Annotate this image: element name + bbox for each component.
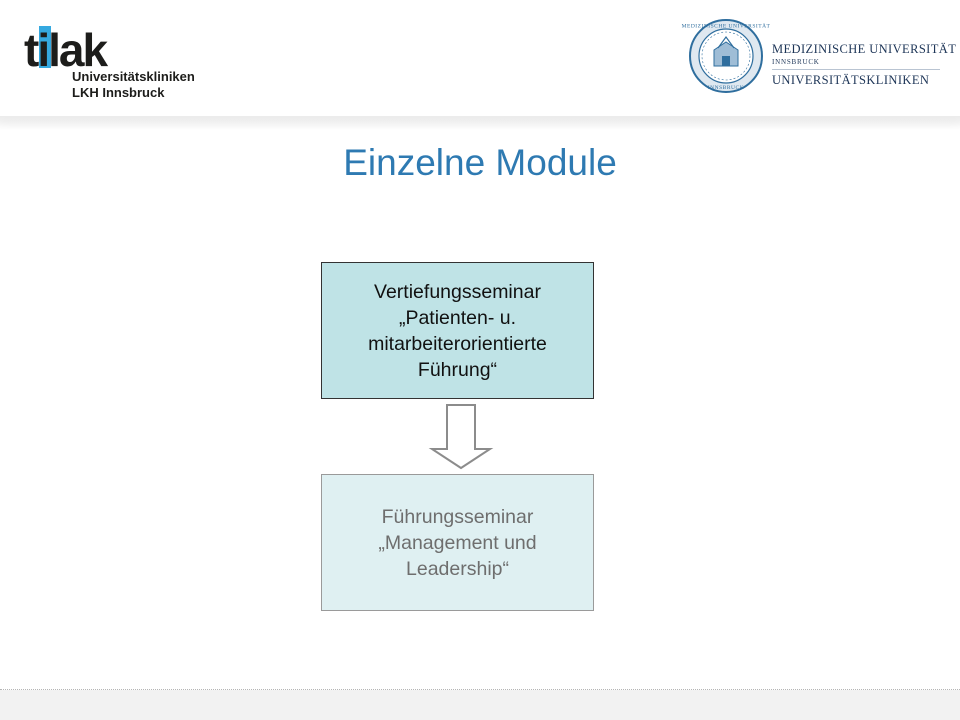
down-arrow-icon bbox=[428, 403, 494, 471]
slide-footer bbox=[0, 690, 960, 720]
mui-name-line-3: UNIVERSITÄTSKLINIKEN bbox=[772, 73, 930, 87]
tilak-subtitle-1: Universitätskliniken bbox=[72, 69, 195, 84]
module2-line: Leadership“ bbox=[406, 557, 509, 580]
header-shadow bbox=[0, 116, 960, 130]
module1-line: Führung“ bbox=[417, 358, 498, 381]
module2-line: Führungsseminar bbox=[381, 505, 534, 528]
module-box-vertiefungsseminar bbox=[321, 262, 594, 399]
module1-line: mitarbeiterorientierte bbox=[368, 332, 547, 355]
mui-divider bbox=[772, 69, 940, 70]
slide-title: Einzelne Module bbox=[343, 142, 617, 183]
tilak-logo bbox=[22, 24, 195, 104]
university-seal-icon bbox=[681, 18, 771, 94]
svg-text:INNSBRUCK: INNSBRUCK bbox=[707, 85, 745, 91]
seal-lettering: MEDIZINISCHE UNIVERSITÄT bbox=[681, 23, 771, 30]
svg-text:tilak: tilak bbox=[24, 24, 107, 76]
module2-line: „Management und bbox=[378, 531, 537, 554]
tilak-wordmark bbox=[22, 24, 132, 76]
module-box-fuehrungsseminar bbox=[321, 474, 594, 611]
tilak-subtitle-2: LKH Innsbruck bbox=[72, 85, 165, 100]
slide-header bbox=[0, 0, 960, 116]
mui-name-line-1: MEDIZINISCHE UNIVERSITÄT bbox=[772, 42, 957, 56]
module1-line: „Patienten- u. bbox=[398, 306, 517, 329]
module1-line: Vertiefungsseminar bbox=[374, 280, 541, 303]
mui-name-line-2: INNSBRUCK bbox=[772, 58, 820, 66]
